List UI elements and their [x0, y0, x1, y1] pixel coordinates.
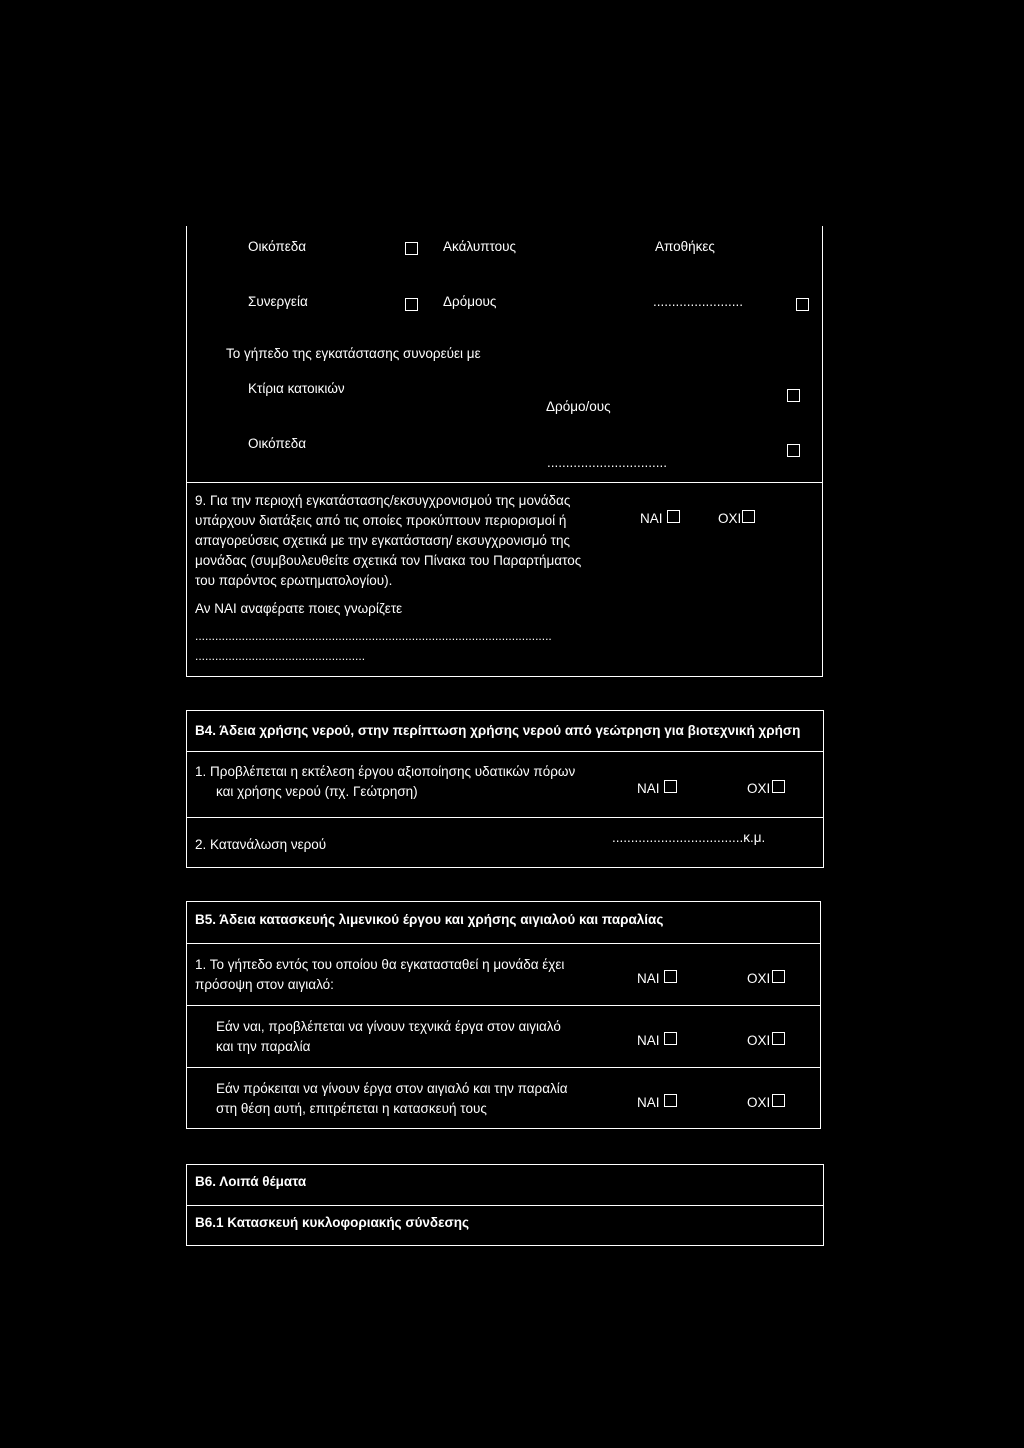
no-label: ΟΧΙ [747, 781, 771, 796]
row-divider [186, 1205, 824, 1206]
table-left-border [186, 226, 187, 677]
question-b4-1 [195, 762, 575, 802]
no-checkbox[interactable] [772, 780, 785, 793]
checkbox[interactable] [787, 444, 800, 457]
section-b4-title: Β4. Άδεια χρήσης νερού, στην περίπτωση χρήσης νερού από γεώτρηση για βιοτεχνική χρήση [195, 723, 801, 738]
question-line: 1. Το γήπεδο εντός του οποίου θα εγκατασταθεί η μονάδα έχει [195, 957, 565, 972]
yes-checkbox[interactable] [667, 510, 680, 523]
fill-in-dots: ........................................................................................................... [195, 629, 552, 643]
question-line: απαγορεύσεις σχετικά με την εγκατάσταση/ εκσυγχρονισμό της [195, 533, 571, 548]
checkbox[interactable] [787, 389, 800, 402]
checkbox[interactable] [405, 242, 418, 255]
option-label: Αποθήκες [655, 239, 715, 254]
question-b5-3 [216, 1079, 568, 1119]
no-checkbox[interactable] [742, 510, 755, 523]
section-b5-title: Β5. Άδεια κατασκευής λιμενικού έργου και χρήσης αιγιαλού και παραλίας [195, 912, 664, 927]
question-line: μονάδας (συμβουλευθείτε σχετικά τον Πίνακα του Παραρτήματος [195, 553, 582, 568]
question-b4-2: 2. Κατανάλωση νερού [195, 837, 327, 852]
section-b6-title: Β6. Λοιπά θέματα [195, 1174, 307, 1189]
checkbox[interactable] [796, 298, 809, 311]
no-label: ΟΧΙ [747, 1095, 771, 1110]
yes-label: ΝΑΙ [637, 1033, 660, 1048]
no-checkbox[interactable] [772, 1032, 785, 1045]
question-line: και χρήσης νερού (πχ. Γεώτρηση) [216, 784, 418, 799]
question-line: πρόσοψη στον αιγιαλό: [195, 977, 334, 992]
adjacent-title: Το γήπεδο της εγκατάστασης συνορεύει με [226, 346, 481, 361]
yes-label: ΝΑΙ [637, 781, 660, 796]
question-line: και την παραλία [216, 1039, 311, 1054]
yes-label: ΝΑΙ [637, 1095, 660, 1110]
no-checkbox[interactable] [772, 970, 785, 983]
question-line: Εάν ναι, προβλέπεται να γίνουν τεχνικά έργα στον αιγιαλό [216, 1019, 561, 1034]
section-b6-subtitle: Β6.1 Κατασκευή κυκλοφοριακής σύνδεσης [195, 1215, 470, 1230]
question-line: του παρόντος ερωτηματολογίου). [195, 573, 393, 588]
option-label: Δρόμους [443, 294, 497, 309]
no-label: ΟΧΙ [747, 1033, 771, 1048]
question-line: Εάν πρόκειται να γίνουν έργα στον αιγιαλό και την παραλία [216, 1081, 568, 1096]
no-label: ΟΧΙ [718, 511, 742, 526]
question-line: 9. Για την περιοχή εγκατάστασης/εκσυγχρονισμού της μονάδας [195, 493, 571, 508]
yes-label: ΝΑΙ [640, 511, 663, 526]
no-checkbox[interactable] [772, 1094, 785, 1107]
fill-in-dots: ................................ [547, 455, 668, 470]
option-label: Ακάλυπτους [443, 239, 517, 254]
no-label: ΟΧΙ [747, 971, 771, 986]
fill-in-dots: ................................................... [195, 649, 366, 663]
row-divider [186, 817, 824, 818]
table-right-border [822, 226, 823, 677]
consumption-value: ...................................κ.μ. [612, 830, 766, 845]
table-bottom-border [186, 676, 823, 677]
option-label: Οικόπεδα [248, 436, 307, 451]
question-line: στη θέση αυτή, επιτρέπεται η κατασκευή τους [216, 1101, 487, 1116]
yes-checkbox[interactable] [664, 970, 677, 983]
checkbox[interactable] [405, 298, 418, 311]
question-line: 1. Προβλέπεται η εκτέλεση έργου αξιοποίησης υδατικών πόρων [195, 764, 576, 779]
question-b5-2 [216, 1017, 561, 1057]
option-label: Κτίρια κατοικιών [248, 381, 345, 396]
option-label: Δρόμο/ους [546, 399, 611, 414]
yes-checkbox[interactable] [664, 1032, 677, 1045]
yes-label: ΝΑΙ [637, 971, 660, 986]
option-label: Συνεργεία [248, 294, 308, 309]
row-divider [186, 943, 821, 944]
option-label: Οικόπεδα [248, 239, 307, 254]
question-9 [195, 491, 581, 591]
table-divider [186, 482, 823, 483]
yes-checkbox[interactable] [664, 1094, 677, 1107]
followup-text: Αν ΝΑΙ αναφέρατε ποιες γνωρίζετε [195, 601, 403, 616]
yes-checkbox[interactable] [664, 780, 677, 793]
row-divider [186, 751, 824, 752]
row-divider [186, 1005, 821, 1006]
row-divider [186, 1067, 821, 1068]
question-line: υπάρχουν διατάξεις από τις οποίες προκύπτουν περιορισμοί ή [195, 513, 567, 528]
question-b5-1 [195, 955, 564, 995]
fill-in-dots: ........................ [653, 294, 744, 309]
